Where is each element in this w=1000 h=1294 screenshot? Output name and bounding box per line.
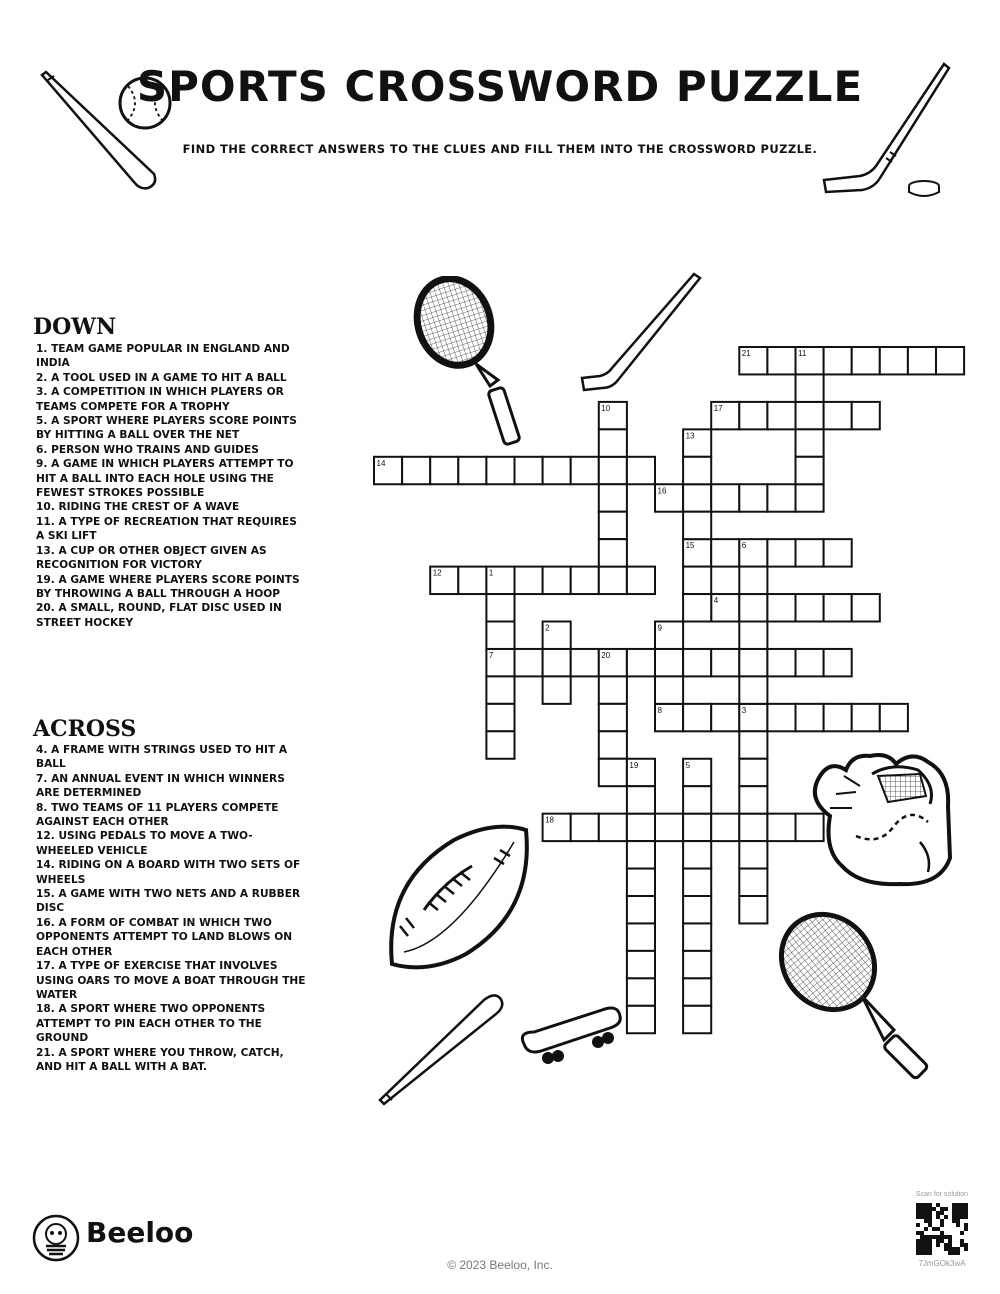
- grid-cell[interactable]: [515, 649, 543, 676]
- grid-cell[interactable]: [627, 457, 655, 484]
- down-clue: 3. A COMPETITION IN WHICH PLAYERS OR TEAMS COMPETE FOR A TROPHY: [36, 386, 284, 413]
- grid-cell[interactable]: [824, 594, 852, 621]
- grid-cell[interactable]: [599, 731, 627, 758]
- clue-number: 14: [376, 458, 386, 468]
- grid-cell[interactable]: [767, 649, 795, 676]
- across-clue: 16. A FORM OF COMBAT IN WHICH TWO OPPONENTS ATTEMPT TO LAND BLOWS ON EACH OTHER: [36, 916, 293, 958]
- grid-cell[interactable]: [599, 704, 627, 731]
- across-clue: 15. A GAME WITH TWO NETS AND A RUBBER DISC: [36, 888, 301, 915]
- across-heading: ACROSS: [33, 716, 137, 742]
- page-title: SPORTS CROSSWORD PUZZLE: [136, 62, 864, 111]
- grid-cell[interactable]: [543, 457, 571, 484]
- clue-number: 2: [545, 623, 550, 633]
- grid-cell[interactable]: [486, 676, 514, 703]
- qr-code[interactable]: [916, 1203, 968, 1255]
- grid-cell[interactable]: [683, 951, 711, 978]
- grid-cell[interactable]: [711, 814, 739, 841]
- grid-cell[interactable]: [430, 457, 458, 484]
- grid-cell[interactable]: [571, 649, 599, 676]
- grid-cell[interactable]: [458, 567, 486, 594]
- baseball-glove-icon: [800, 746, 960, 892]
- grid-cell[interactable]: [767, 484, 795, 511]
- grid-cell[interactable]: [515, 567, 543, 594]
- across-clue: 12. USING PEDALS TO MOVE A TWO-WHEELED VEHICLE: [36, 830, 253, 857]
- grid-cell[interactable]: [486, 594, 514, 621]
- grid-cell[interactable]: [486, 622, 514, 649]
- grid-cell[interactable]: [767, 704, 795, 731]
- grid-cell[interactable]: [571, 457, 599, 484]
- grid-cell[interactable]: [852, 347, 880, 374]
- grid-cell[interactable]: [739, 731, 767, 758]
- grid-cell[interactable]: [852, 402, 880, 429]
- grid-cell[interactable]: [852, 594, 880, 621]
- grid-cell[interactable]: [824, 402, 852, 429]
- grid-cell[interactable]: [796, 457, 824, 484]
- instructions: FIND THE CORRECT ANSWERS TO THE CLUES AND FILL THEM INTO THE CROSSWORD PUZZLE.: [182, 142, 818, 156]
- grid-cell[interactable]: [739, 484, 767, 511]
- grid-cell[interactable]: [739, 841, 767, 868]
- grid-cell[interactable]: [599, 676, 627, 703]
- qr-caption: Scan for solution: [915, 1191, 969, 1198]
- grid-cell[interactable]: [711, 484, 739, 511]
- grid-cell[interactable]: [767, 594, 795, 621]
- grid-cell[interactable]: [599, 512, 627, 539]
- clue-number: 5: [685, 760, 691, 770]
- grid-cell[interactable]: [599, 457, 627, 484]
- grid-cell[interactable]: [683, 484, 711, 511]
- grid-cell[interactable]: [627, 896, 655, 923]
- grid-cell[interactable]: [683, 814, 711, 841]
- grid-cell[interactable]: [796, 402, 824, 429]
- grid-cell[interactable]: [543, 676, 571, 703]
- grid-cell[interactable]: [627, 814, 655, 841]
- clue-number: 13: [685, 431, 695, 441]
- grid-cell[interactable]: [683, 704, 711, 731]
- grid-cell[interactable]: [908, 347, 936, 374]
- grid-cell[interactable]: [486, 704, 514, 731]
- grid-cell[interactable]: [599, 539, 627, 566]
- grid-cell[interactable]: [796, 539, 824, 566]
- grid-cell[interactable]: [683, 1006, 711, 1033]
- across-clue: 7. AN ANNUAL EVENT IN WHICH WINNERS ARE DETERMINED: [36, 772, 285, 800]
- grid-cell[interactable]: [683, 457, 711, 484]
- grid-cell[interactable]: [711, 539, 739, 566]
- grid-cell[interactable]: [683, 649, 711, 676]
- grid-cell[interactable]: [627, 923, 655, 950]
- clue-number: 15: [685, 541, 695, 551]
- grid-cell[interactable]: [683, 567, 711, 594]
- grid-cell[interactable]: [880, 704, 908, 731]
- baseball-bat-icon: [378, 990, 508, 1110]
- clue-number: 21: [741, 349, 751, 358]
- grid-cell[interactable]: [683, 896, 711, 923]
- grid-cell[interactable]: [824, 539, 852, 566]
- grid-cell[interactable]: [767, 539, 795, 566]
- copyright: © 2023 Beeloo, Inc.: [447, 1258, 553, 1272]
- across-clue: 4. A FRAME WITH STRINGS USED TO HIT A BALL: [36, 744, 288, 771]
- grid-cell[interactable]: [627, 567, 655, 594]
- down-clue: 13. A CUP OR OTHER OBJECT GIVEN AS RECOGNITION FOR VICTORY: [36, 544, 267, 572]
- clue-number: 4: [713, 596, 719, 606]
- football-icon: [384, 822, 534, 972]
- grid-cell[interactable]: [683, 841, 711, 868]
- grid-cell[interactable]: [683, 594, 711, 621]
- clue-number: 19: [629, 760, 639, 770]
- grid-cell[interactable]: [824, 704, 852, 731]
- grid-cell[interactable]: [627, 978, 655, 1005]
- clue-number: 3: [741, 705, 747, 715]
- grid-cell[interactable]: [824, 347, 852, 374]
- down-clue: 9. A GAME IN WHICH PLAYERS ATTEMPT TO HIT A BALL INTO EACH HOLE USING THE FEWEST STROKES POSSIBLE: [36, 458, 294, 500]
- grid-cell[interactable]: [655, 676, 683, 703]
- grid-cell[interactable]: [599, 567, 627, 594]
- grid-cell[interactable]: [402, 457, 430, 484]
- grid-cell[interactable]: [599, 484, 627, 511]
- grid-cell[interactable]: [683, 786, 711, 813]
- grid-cell[interactable]: [458, 457, 486, 484]
- grid-cell[interactable]: [599, 814, 627, 841]
- grid-cell[interactable]: [739, 594, 767, 621]
- clue-number: 12: [432, 568, 442, 578]
- clue-number: 17: [713, 403, 723, 413]
- grid-cell[interactable]: [796, 649, 824, 676]
- grid-cell[interactable]: [486, 731, 514, 758]
- grid-cell[interactable]: [739, 759, 767, 786]
- grid-cell[interactable]: [627, 869, 655, 896]
- grid-cell[interactable]: [683, 978, 711, 1005]
- down-clue: 1. TEAM GAME POPULAR IN ENGLAND AND INDIA: [36, 343, 290, 370]
- grid-cell[interactable]: [683, 869, 711, 896]
- grid-cell[interactable]: [796, 704, 824, 731]
- across-clue: 8. TWO TEAMS OF 11 PLAYERS COMPETE AGAINST EACH OTHER: [36, 801, 279, 829]
- grid-cell[interactable]: [711, 649, 739, 676]
- across-clue: 18. A SPORT WHERE TWO OPPONENTS ATTEMPT TO PIN EACH OTHER TO THE GROUND: [36, 1003, 266, 1045]
- qr-code-text: 7JmGOk3wA: [918, 1259, 966, 1268]
- grid-cell[interactable]: [767, 402, 795, 429]
- grid-cell[interactable]: [711, 704, 739, 731]
- grid-cell[interactable]: [571, 567, 599, 594]
- grid-cell[interactable]: [627, 1006, 655, 1033]
- grid-cell[interactable]: [739, 814, 767, 841]
- grid-cell[interactable]: [739, 649, 767, 676]
- clue-number: 20: [601, 650, 611, 660]
- grid-cell[interactable]: [739, 786, 767, 813]
- grid-cell[interactable]: [739, 676, 767, 703]
- grid-cell[interactable]: [796, 374, 824, 401]
- grid-cell[interactable]: [824, 649, 852, 676]
- clue-number: 6: [741, 541, 747, 551]
- grid-cell[interactable]: [599, 429, 627, 456]
- grid-cell[interactable]: [796, 594, 824, 621]
- grid-cell[interactable]: [571, 814, 599, 841]
- grid-cell[interactable]: [655, 814, 683, 841]
- clue-number: 1: [488, 568, 494, 578]
- hockey-stick-icon: [576, 270, 706, 396]
- grid-cell[interactable]: [739, 622, 767, 649]
- skateboard-icon: [518, 1002, 624, 1068]
- grid-cell[interactable]: [543, 649, 571, 676]
- tennis-racket-icon: [410, 276, 540, 456]
- grid-cell[interactable]: [767, 814, 795, 841]
- grid-cell[interactable]: [627, 841, 655, 868]
- grid-cell[interactable]: [739, 869, 767, 896]
- beeloo-logo-icon: [32, 1214, 80, 1262]
- grid-cell[interactable]: [627, 786, 655, 813]
- grid-cell[interactable]: [486, 457, 514, 484]
- down-clue: 6. PERSON WHO TRAINS AND GUIDES: [36, 443, 259, 456]
- brand-name: Beeloo: [86, 1216, 194, 1249]
- clue-number: 10: [601, 403, 611, 413]
- grid-cell[interactable]: [543, 567, 571, 594]
- grid-cell[interactable]: [627, 649, 655, 676]
- across-clue: 17. A TYPE OF EXERCISE THAT INVOLVES USING OARS TO MOVE A BOAT THROUGH THE WATER: [36, 960, 306, 1001]
- grid-cell[interactable]: [880, 347, 908, 374]
- grid-cell[interactable]: [739, 896, 767, 923]
- grid-cell[interactable]: [683, 512, 711, 539]
- grid-cell[interactable]: [599, 759, 627, 786]
- grid-cell[interactable]: [796, 484, 824, 511]
- across-clue: 21. A SPORT WHERE YOU THROW, CATCH, AND HIT A BALL WITH A BAT.: [36, 1046, 284, 1073]
- grid-cell[interactable]: [739, 567, 767, 594]
- down-clue: 19. A GAME WHERE PLAYERS SCORE POINTS BY THROWING A BALL THROUGH A HOOP: [36, 573, 300, 600]
- grid-cell[interactable]: [852, 704, 880, 731]
- down-clue: 20. A SMALL, ROUND, FLAT DISC USED IN STREET HOCKEY: [36, 602, 282, 629]
- grid-cell[interactable]: [627, 951, 655, 978]
- grid-cell[interactable]: [767, 347, 795, 374]
- grid-cell[interactable]: [515, 457, 543, 484]
- tennis-racket-icon: [776, 906, 952, 1084]
- down-clue: 11. A TYPE OF RECREATION THAT REQUIRES A SKI LIFT: [36, 515, 297, 543]
- grid-cell[interactable]: [796, 429, 824, 456]
- grid-cell[interactable]: [936, 347, 964, 374]
- grid-cell[interactable]: [655, 649, 683, 676]
- clue-number: 8: [657, 705, 662, 715]
- grid-cell[interactable]: [683, 923, 711, 950]
- grid-cell[interactable]: [739, 402, 767, 429]
- down-clue: 5. A SPORT WHERE PLAYERS SCORE POINTS BY HITTING A BALL OVER THE NET: [36, 415, 297, 442]
- clue-number: 7: [488, 650, 494, 660]
- down-heading: DOWN: [33, 314, 117, 340]
- clue-number: 9: [657, 623, 662, 633]
- clue-number: 11: [798, 349, 807, 358]
- clue-number: 16: [657, 486, 667, 496]
- across-clue: 14. RIDING ON A BOARD WITH TWO SETS OF WHEELS: [36, 859, 301, 886]
- down-clue: 2. A TOOL USED IN A GAME TO HIT A BALL: [36, 371, 287, 384]
- clue-number: 18: [545, 815, 555, 825]
- down-clue: 10. RIDING THE CREST OF A WAVE: [36, 501, 240, 514]
